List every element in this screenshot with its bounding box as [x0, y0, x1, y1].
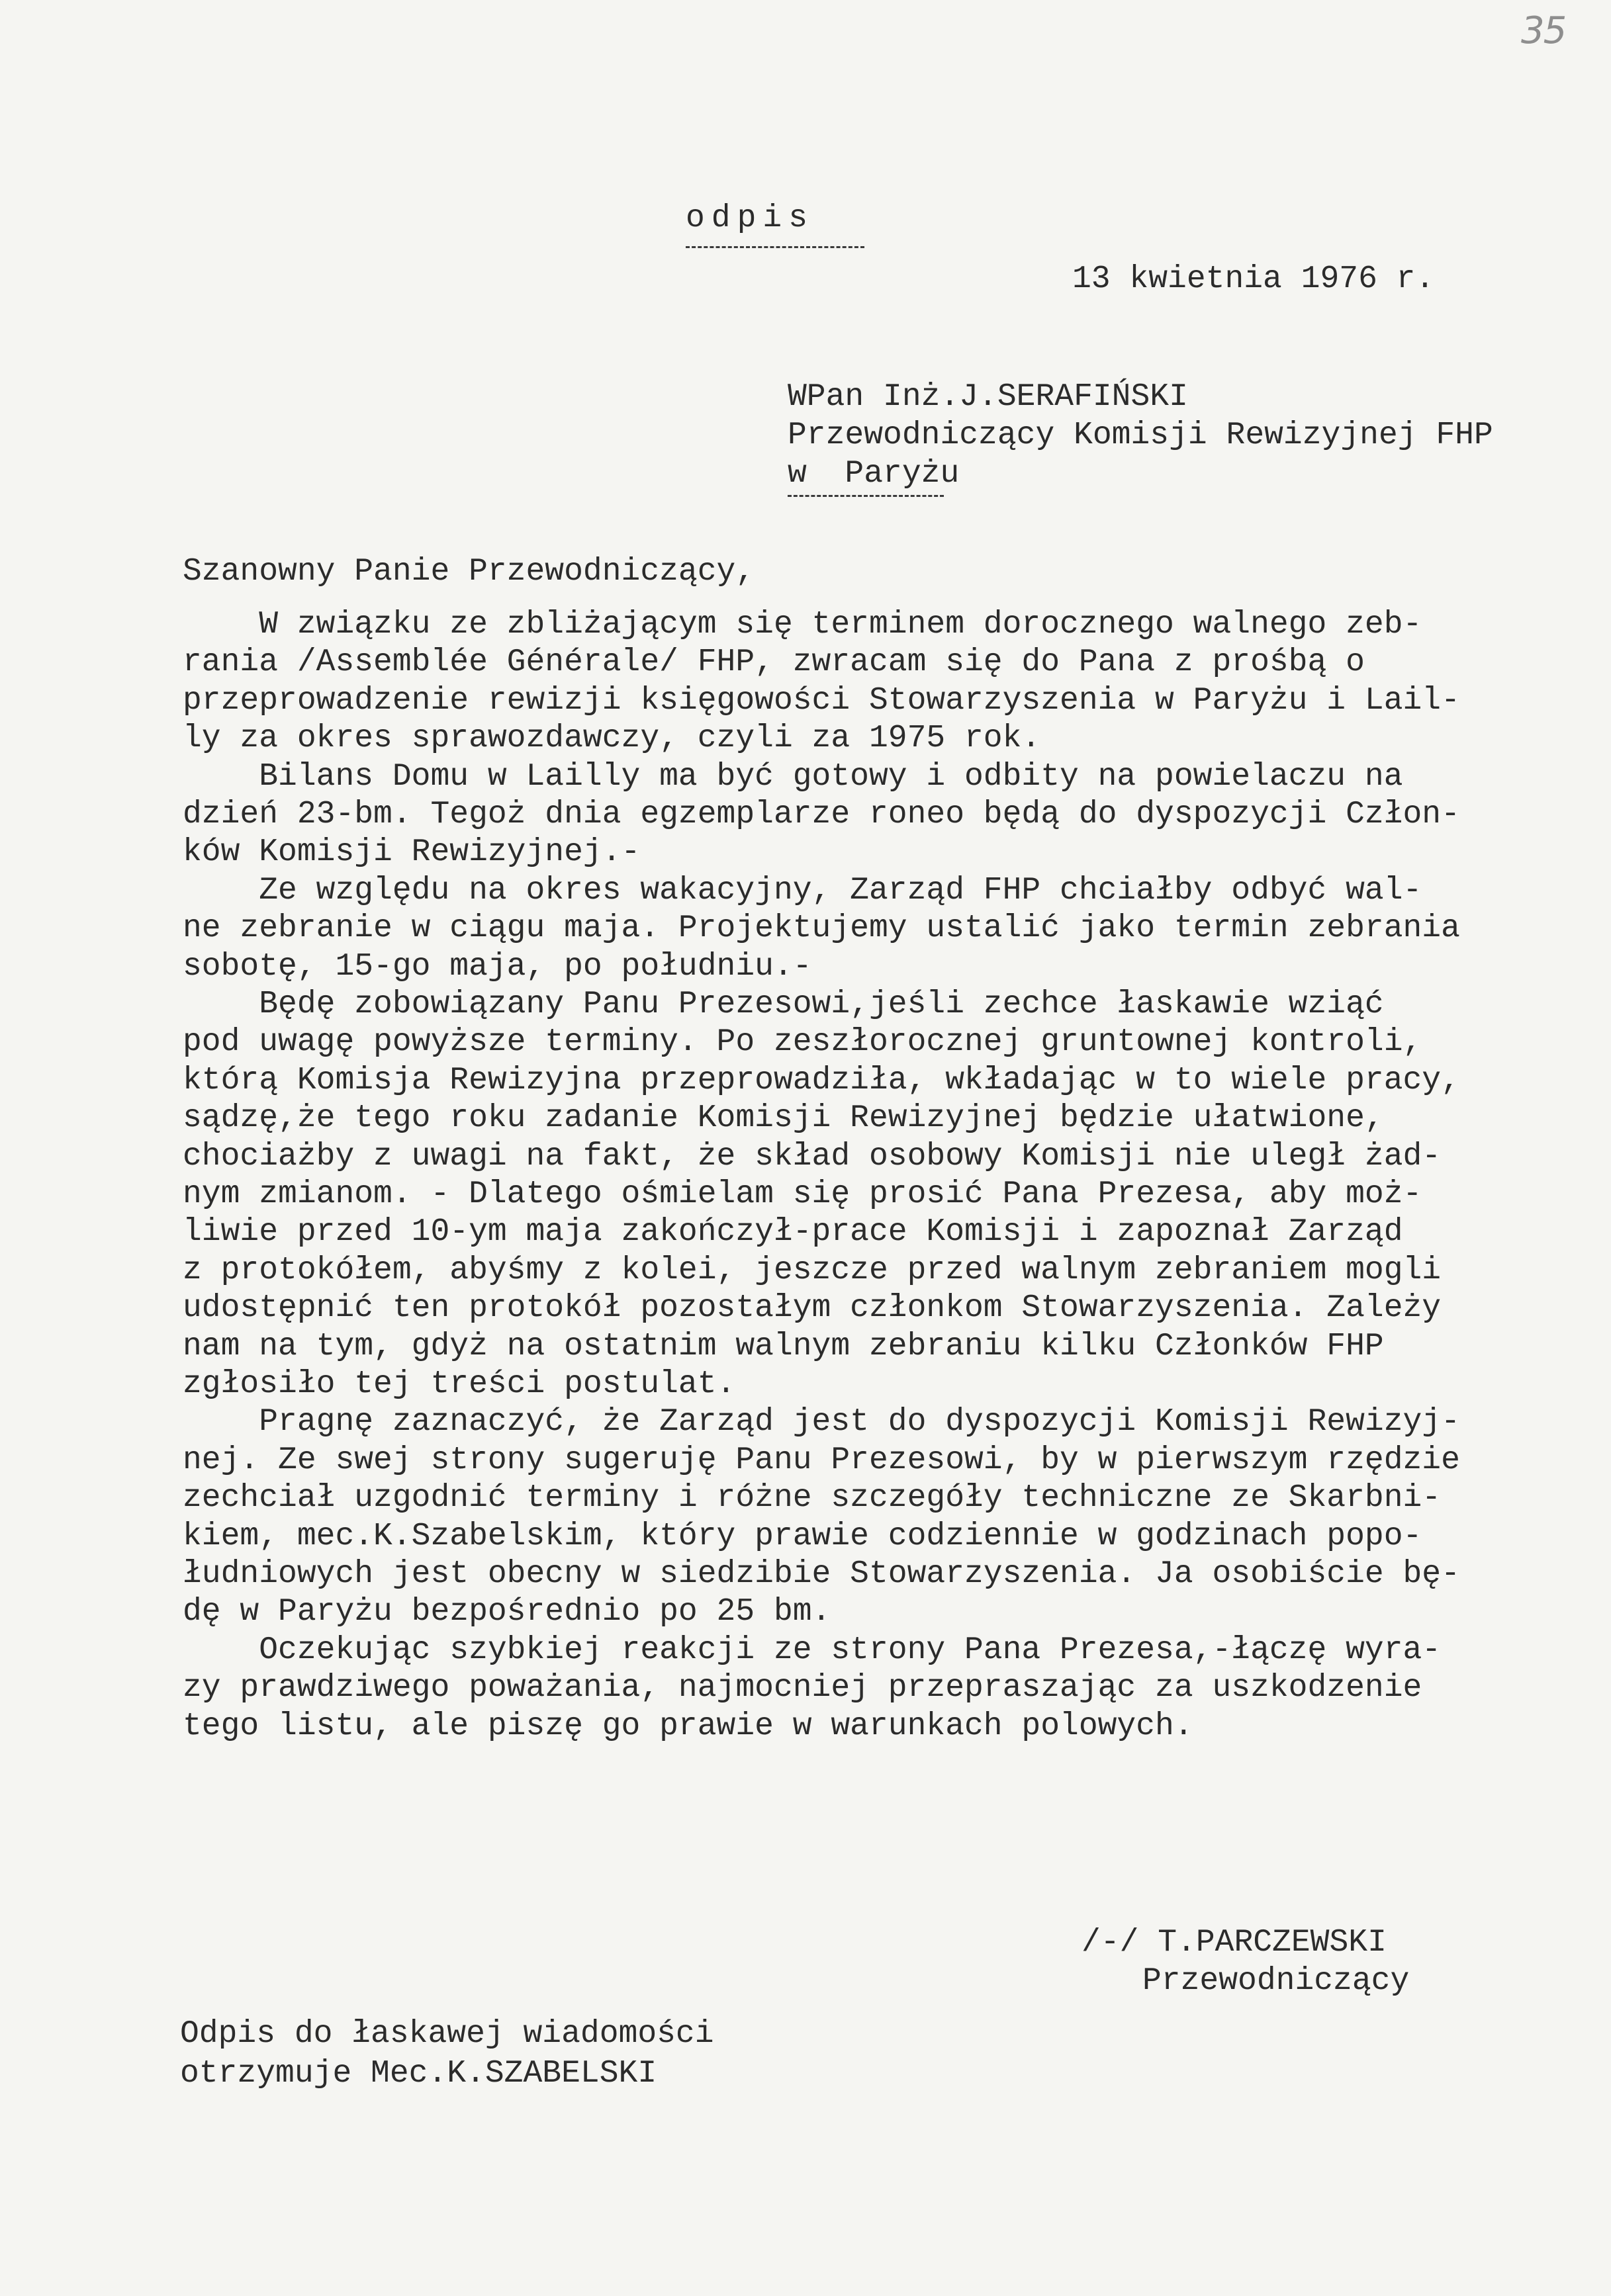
- body-line: łudniowych jest obecny w siedzibie Stowarzyszenia. Ja osobiście bę-: [183, 1556, 1460, 1592]
- letter-date: 13 kwietnia 1976 r.: [1072, 261, 1435, 297]
- body-line: W związku ze zbliżającym się terminem dorocznego walnego zeb-: [183, 607, 1422, 642]
- body-line: sądzę,że tego roku zadanie Komisji Rewizyjnej będzie ułatwione,: [183, 1100, 1384, 1137]
- body-line: tego listu, ale piszę go prawie w warunkach polowych.: [183, 1708, 1193, 1744]
- body-line: sobotę, 15-go maja, po południu.-: [183, 948, 812, 985]
- body-line: liwie przed 10-ym maja zakończył-prace Komisji i zapoznał Zarząd: [183, 1214, 1403, 1251]
- body-line: zgłosiło tej treści postulat.: [183, 1366, 736, 1402]
- body-line: nam na tym, gdyż na ostatnim walnym zebraniu kilku Członków FHP: [183, 1328, 1384, 1364]
- body-line: Bilans Domu w Lailly ma być gotowy i odbity na powielaczu na: [183, 758, 1403, 795]
- recipient-location: w Paryżu: [788, 456, 960, 492]
- page-number: 35: [1521, 9, 1566, 52]
- body-line: pod uwagę powyższe terminy. Po zeszłorocznej gruntownej kontroli,: [183, 1024, 1422, 1061]
- body-line: przeprowadzenie rewizji księgowości Stowarzyszenia w Paryżu i Lail-: [183, 682, 1460, 719]
- body-line: zy prawdziwego poważania, najmocniej przepraszając za uszkodzenie: [183, 1670, 1422, 1706]
- body-line: udostępnić ten protokół pozostałym członkom Stowarzyszenia. Zależy: [183, 1290, 1442, 1327]
- body-line: z protokółem, abyśmy z kolei, jeszcze przed walnym zebraniem mogli: [183, 1252, 1442, 1288]
- signature-name: /-/ T.PARCZEWSKI: [1082, 1925, 1387, 1961]
- recipient-title: Przewodniczący Komisji Rewizyjnej FHP: [788, 418, 1493, 453]
- body-line: którą Komisja Rewizyjna przeprowadziła, wkładając w to wiele pracy,: [183, 1062, 1460, 1098]
- body-line: ne zebranie w ciągu maja. Projektujemy ustalić jako termin zebrania: [183, 910, 1460, 947]
- body-line: kiem, mec.K.Szabelskim, który prawie codziennie w godzinach popo-: [183, 1518, 1422, 1554]
- body-line: Będę zobowiązany Panu Prezesowi,jeśli zechce łaskawie wziąć: [183, 987, 1384, 1022]
- document-heading: odpis: [686, 200, 815, 236]
- copy-note-line-2: otrzymuje Mec.K.SZABELSKI: [180, 2056, 657, 2092]
- signature-title: Przewodniczący: [1142, 1963, 1410, 1999]
- recipient-underline: [788, 495, 944, 497]
- body-line: ly za okres sprawozdawczy, czyli za 1975 rok.: [183, 721, 1041, 757]
- body-line: dę w Paryżu bezpośrednio po 25 bm.: [183, 1594, 831, 1630]
- copy-note-line-1: Odpis do łaskawej wiadomości: [180, 2016, 714, 2052]
- body-line: Pragnę zaznaczyć, że Zarząd jest do dyspozycji Komisji Rewizyj-: [183, 1404, 1460, 1440]
- body-line: Ze względu na okres wakacyjny, Zarząd FHP chciałby odbyć wal-: [183, 872, 1422, 908]
- body-line: chociażby z uwagi na fakt, że skład osobowy Komisji nie uległ żad-: [183, 1138, 1442, 1174]
- body-line: nej. Ze swej strony sugeruję Panu Prezesowi, by w pierwszym rzędzie: [183, 1442, 1460, 1478]
- body-line: rania /Assemblée Générale/ FHP, zwracam się do Pana z prośbą o: [183, 644, 1365, 681]
- heading-underline: [686, 246, 864, 248]
- salutation: Szanowny Panie Przewodniczący,: [183, 554, 755, 590]
- body-line: nym zmianom. - Dlatego ośmielam się prosić Pana Prezesa, aby moż-: [183, 1176, 1422, 1212]
- body-line: dzień 23-bm. Tegoż dnia egzemplarze roneo będą do dyspozycji Człon-: [183, 797, 1460, 832]
- body-line: zechciał uzgodnić terminy i różne szczegóły techniczne ze Skarbni-: [183, 1480, 1442, 1517]
- body-line: ków Komisji Rewizyjnej.-: [183, 834, 641, 871]
- recipient-name: WPan Inż.J.SERAFIŃSKI: [788, 379, 1188, 415]
- body-line: Oczekując szybkiej reakcji ze strony Pana Prezesa,-łączę wyra-: [183, 1632, 1442, 1668]
